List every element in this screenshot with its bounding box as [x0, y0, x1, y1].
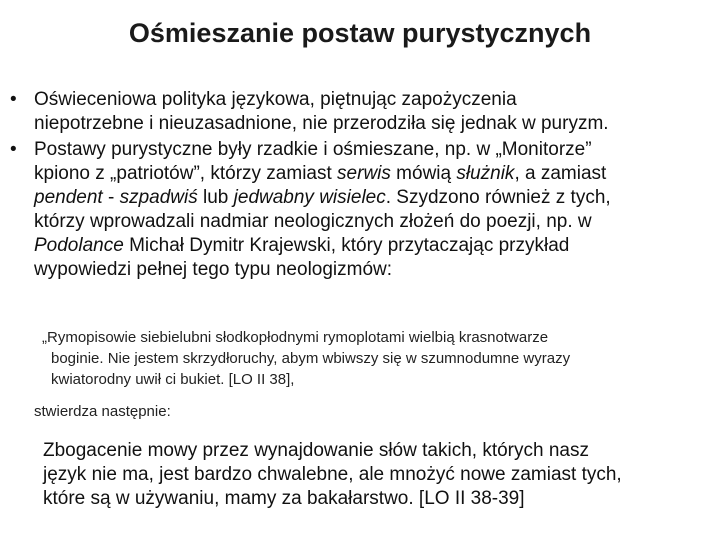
- text-run: mówią: [390, 163, 457, 184]
- bullet-2-line-6: wypowiedzi pełnej tego typu neologizmów:: [34, 259, 393, 280]
- text-run: -: [102, 187, 120, 208]
- slide-title: Ośmieszanie postaw purystycznych: [128, 18, 592, 48]
- text-run: kpiono z „patriotów”, którzy zamiast: [34, 163, 338, 184]
- bullet-list: [10, 88, 710, 284]
- second-quotation: [43, 439, 713, 511]
- bullet-2-line-2: [34, 162, 710, 186]
- italic-term: jedwabny wisielec: [233, 187, 386, 208]
- quotation-line-1: „Rymopisowie siebielubni słodkopłodnymi rymoplotami wielbią krasnotwarze: [42, 329, 549, 346]
- italic-term: służnik: [456, 163, 515, 184]
- bullet-2-line-5: [34, 234, 710, 258]
- text-run: , a zamiast: [514, 163, 607, 184]
- second-quotation-line-3: które są w używaniu, mamy za bakałarstwo. [LO II 38-39]: [43, 488, 525, 509]
- text-run: lub: [197, 187, 234, 208]
- quotation-block: [42, 327, 702, 390]
- text-run: Michał Dymitr Krajewski, który przytaczając przykład: [123, 235, 570, 256]
- quotation-line-3: kwiatorodny uwił ci bukiet. [LO II 38],: [51, 371, 295, 388]
- after-quote-text: stwierdza następnie:: [34, 403, 171, 420]
- italic-term: szpadwiś: [119, 187, 198, 208]
- italic-term: Podolance: [34, 235, 124, 256]
- bullet-1-line-2: niepotrzebne i nieuzasadnione, nie przerodziła się jednak w puryzm.: [34, 113, 609, 134]
- bullet-item-1: [10, 88, 710, 136]
- second-quotation-line-1: Zbogacenie mowy przez wynajdowanie słów takich, których nasz: [43, 440, 589, 461]
- bullet-1-line-1: Oświeceniowa polityka językowa, piętnując zapożyczenia: [34, 89, 517, 110]
- bullet-dot: •: [10, 139, 17, 160]
- italic-term: serwis: [337, 163, 391, 184]
- bullet-2-line-4: którzy wprowadzali nadmiar neologicznych złożeń do poezji, np. w: [34, 211, 592, 232]
- bullet-dot: •: [10, 89, 17, 110]
- text-run: . Szydzono również z tych,: [385, 187, 611, 208]
- bullet-item-2: [10, 138, 710, 282]
- quotation-line-2: boginie. Nie jestem skrzydłoruchy, abym wbiwszy się w szumnodumne wyrazy: [51, 350, 571, 367]
- second-quotation-line-2: język nie ma, jest bardzo chwalebne, ale mnożyć nowe zamiast tych,: [43, 464, 622, 485]
- bullet-2-line-3: [34, 186, 710, 210]
- bullet-2-line-1: Postawy purystyczne były rzadkie i ośmieszane, np. w „Monitorze”: [34, 139, 592, 160]
- italic-term: pendent: [34, 187, 103, 208]
